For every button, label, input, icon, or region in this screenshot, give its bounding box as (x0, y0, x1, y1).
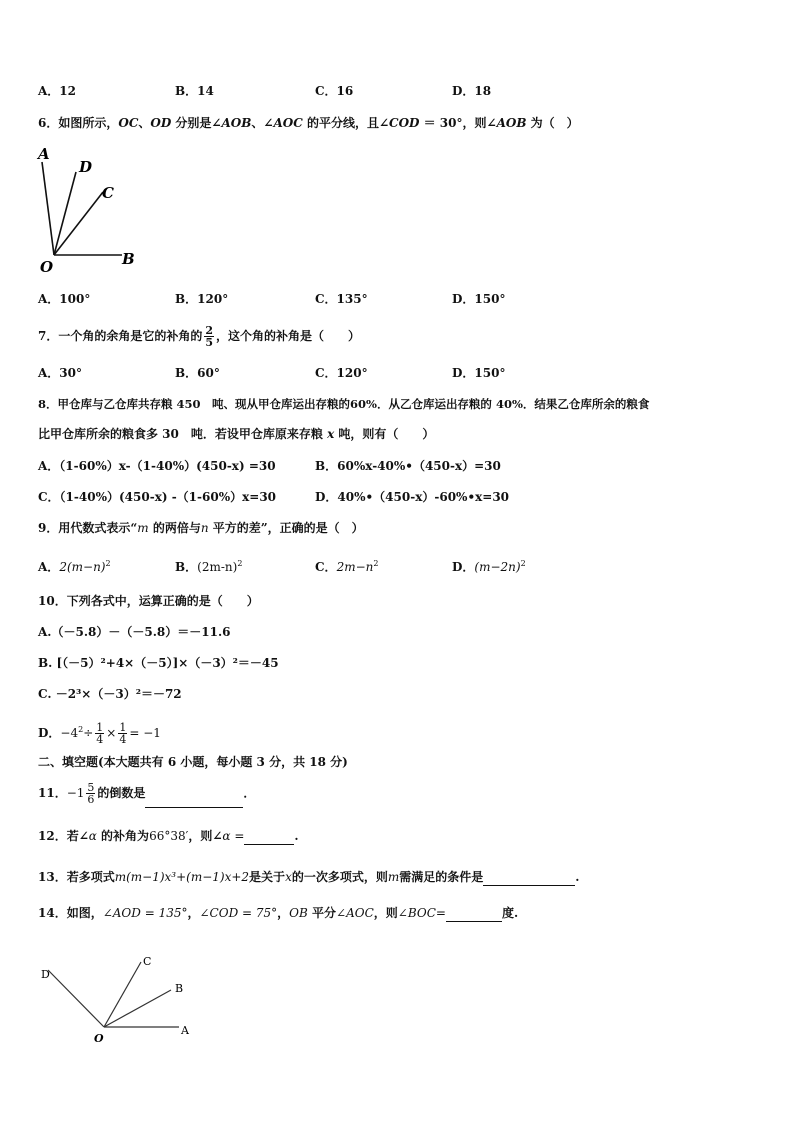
q6-label-d: D (79, 158, 93, 176)
q6-label-c: C (102, 184, 114, 202)
q6-option-a: A．100° (38, 292, 91, 306)
q10-d-label: D． (38, 726, 61, 740)
q7-option-c: C．120° (315, 366, 368, 380)
q9-var-m: m (137, 521, 149, 535)
q8-line2-text: 比甲仓库所余的粮食多 30 吨．若设甲仓库原来存粮 (38, 427, 328, 441)
q11-den: 6 (87, 793, 95, 806)
q11-label: 11． (38, 786, 67, 800)
q12-end: . (294, 829, 299, 843)
q9-sup: 2 (520, 559, 526, 568)
q7-stem-text: ，这个角的补角是（ ） (216, 329, 361, 343)
q11-num: 5 (87, 781, 95, 794)
q14-aoc: ∠AOC (336, 906, 374, 920)
q14-tail: ，则 (373, 906, 398, 920)
q7-frac-num: 2 (205, 324, 214, 337)
q6-option-b: B．120° (175, 292, 229, 306)
q6-ray-od (54, 172, 76, 255)
q10-d-den: 4 (96, 733, 104, 746)
q7-stem-text: 7．一个角的余角是它的补角的 (38, 329, 203, 343)
q6-aob: AOB (496, 116, 527, 130)
q5-option-c: C．16 (315, 84, 354, 98)
q14-unit: 度. (501, 906, 519, 920)
q5-option-d: D．18 (452, 84, 492, 98)
q6-sep: 、∠ (251, 116, 274, 130)
q10-d-den: 4 (119, 733, 127, 746)
q6-stem-text: 为（ ） (526, 116, 579, 130)
q8-option-c: C．（1-40%）(450-x) -（1-60%）x=30 (38, 490, 277, 504)
q9-stem (38, 519, 364, 537)
q13-answer-blank[interactable] (483, 871, 575, 886)
q7-frac-den: 5 (205, 336, 214, 349)
q6-ray-oc (54, 192, 103, 255)
q12-alpha: α (88, 829, 97, 843)
q6-label-a: A (38, 145, 50, 163)
q12-value: 66°38′ (149, 829, 189, 843)
q8-line1: 8．甲仓库与乙仓库共存粮 450 吨、现从甲仓库运出存粮的60%．从乙仓库运出存粮的 40%．结果乙仓库所余的粮食 (38, 397, 650, 411)
q6-ray-oa (42, 162, 54, 255)
q9-stem-text: 平方的差”，正确的是（ ） (208, 521, 364, 535)
q9-expr: 2m−n (336, 560, 374, 574)
q13-end: . (575, 870, 580, 884)
q14-label-c: C (143, 955, 152, 968)
q10-d-num: 1 (119, 721, 127, 734)
q8-option-a: A．（1-60%）x-（1-40%）(450-x) =30 (38, 459, 276, 473)
q6-stem-text: 的平分线，且∠ (302, 116, 390, 130)
q14-eq: = (435, 906, 446, 920)
q9-expr: (2m-n) (197, 560, 238, 574)
q8-option-d: D．40%•（450-x）-60%•x=30 (315, 490, 510, 504)
q13-tail: 需满足的条件是 (399, 870, 484, 884)
q10-d-term: −4 (60, 726, 79, 740)
q7-option-d: D．150° (452, 366, 506, 380)
q12-stem-text: 的补角为 (96, 829, 150, 843)
q9-stem-text: 的两倍与 (148, 521, 201, 535)
q13-label: 13．若多项式 (38, 870, 115, 884)
q13-stem (38, 868, 579, 886)
q12-stem (38, 827, 299, 845)
q14-sep: ， (277, 906, 290, 920)
q10-d-sup: 2 (78, 725, 84, 734)
q9-option-c (315, 555, 378, 576)
q9-option-label: D． (452, 560, 475, 574)
q12-stem-text: ，则∠ (188, 829, 223, 843)
q10-option-d (38, 716, 161, 747)
q10-d-op: × (106, 726, 117, 740)
q14-cod: ∠COD = 75° (199, 906, 278, 920)
q8-option-b: B．60%x-40%•（450-x）=30 (315, 459, 501, 473)
q6-aoc: AOC (273, 116, 303, 130)
q9-option-d (452, 555, 526, 576)
q9-var-n: n (200, 521, 209, 535)
q6-stem-text: ＝ 30°，则∠ (419, 116, 497, 130)
q9-sup: 2 (373, 559, 379, 568)
q6-sep: 、 (138, 116, 151, 130)
q12-answer-blank[interactable] (244, 830, 294, 845)
q10-d-op: ÷ (83, 726, 94, 740)
q6-label-b: B (122, 250, 135, 268)
q13-var-x: x (285, 870, 292, 884)
q9-option-label: B． (175, 560, 198, 574)
q11-whole: −1 (66, 786, 85, 800)
q6-option-d: D．150° (452, 292, 506, 306)
q5-option-a: A．12 (38, 84, 77, 98)
q9-sup: 2 (105, 559, 111, 568)
q14-label-b: B (175, 982, 184, 995)
q9-sup: 2 (237, 559, 243, 568)
q13-expr: m(m−1)x³+(m−1)x+2 (114, 870, 250, 884)
q8-line2-text: 吨，则有（ ） (334, 427, 435, 441)
q13-mid: 的一次多项式，则 (291, 870, 388, 884)
q13-mid: 是关于 (249, 870, 286, 884)
q6-aob: AOB (221, 116, 252, 130)
q14-ray-od (48, 970, 104, 1027)
q6-option-c: C．135° (315, 292, 368, 306)
q9-option-label: A． (38, 560, 60, 574)
q14-aod: ∠AOD = 135° (102, 906, 188, 920)
q14-angle-figure (36, 950, 206, 1045)
q9-option-b (175, 555, 242, 576)
q10-option-a: A.（－5.8）－（－5.8）＝－11.6 (38, 625, 231, 639)
q10-option-c: C. －2³×（－3）²＝－72 (38, 687, 182, 701)
q12-alpha: α (222, 829, 231, 843)
q12-stem-text: 12．若∠ (38, 829, 89, 843)
q14-label-a: A (181, 1024, 189, 1037)
q14-label-o: O (94, 1032, 104, 1045)
q9-expr: (m−2n) (474, 560, 521, 574)
q14-sep: ， (187, 906, 200, 920)
q11-stem (38, 778, 255, 808)
q9-stem-text: 9．用代数式表示“ (38, 521, 138, 535)
q14-answer-blank[interactable] (446, 907, 502, 922)
q10-d-frac1 (95, 722, 104, 745)
q7-option-b: B．60° (175, 366, 220, 380)
q6-stem-text: 分别是∠ (171, 116, 222, 130)
q14-label-d: D (41, 968, 50, 981)
q8-line2 (38, 425, 434, 443)
q7-fraction (204, 325, 214, 348)
q6-angle-figure (30, 142, 150, 277)
q14-label: 14．如图， (38, 906, 103, 920)
q6-oc: OC (118, 116, 139, 130)
q11-end: ． (243, 786, 256, 800)
q8-var-x: x (327, 427, 335, 441)
q6-cod: COD (389, 116, 420, 130)
q6-od: OD (150, 116, 172, 130)
q9-option-a (38, 555, 111, 576)
q9-expr: 2(m−n) (59, 560, 106, 574)
section-2-heading: 二、填空题(本大题共有 6 小题，每小题 3 分，共 18 分) (38, 755, 348, 769)
q11-answer-blank[interactable] (145, 793, 243, 808)
q11-tail: 的倒数是 (97, 786, 146, 800)
q10-stem: 10．下列各式中，运算正确的是（ ） (38, 594, 259, 608)
q14-boc: ∠BOC (397, 906, 436, 920)
q6-stem (38, 114, 579, 132)
q7-option-a: A．30° (38, 366, 83, 380)
q10-d-eq: = −1 (129, 726, 161, 740)
q13-var-m: m (387, 870, 400, 884)
q14-mid: 平分 (307, 906, 337, 920)
q10-d-frac2 (118, 722, 127, 745)
q10-d-num: 1 (96, 721, 104, 734)
q9-option-label: C． (315, 560, 337, 574)
q14-stem (38, 904, 518, 922)
q6-label-o: O (40, 258, 54, 276)
q11-fraction (86, 782, 95, 805)
q6-stem-text: 6．如图所示， (38, 116, 119, 130)
q12-eq: = (230, 829, 245, 843)
q10-option-b: B. [（－5）²+4×（－5）]×（－3）²＝－45 (38, 656, 279, 670)
q5-option-b: B．14 (175, 84, 214, 98)
q7-stem (38, 322, 360, 350)
q14-ob: OB (289, 906, 308, 920)
